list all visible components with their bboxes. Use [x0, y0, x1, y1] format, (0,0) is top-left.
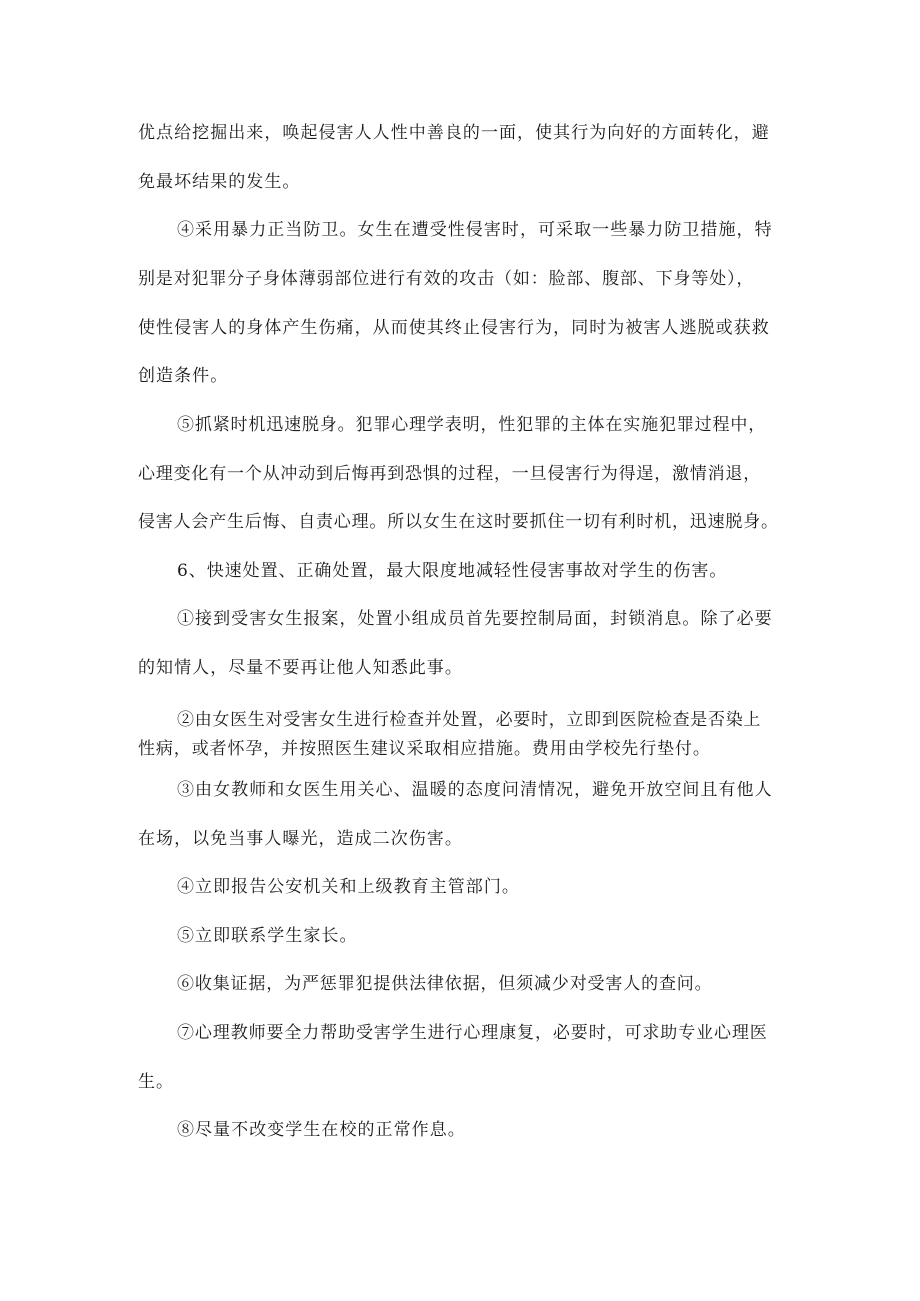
paragraph-line: 的知情人，尽量不要再让他人知悉此事。 [138, 658, 463, 678]
paragraph-line: ⑤抓紧时机迅速脱身。犯罪心理学表明，性犯罪的主体在实施犯罪过程中， [177, 415, 767, 435]
paragraph-line: 免最坏结果的发生。 [138, 172, 301, 192]
paragraph-line: 创造条件。 [138, 366, 229, 386]
paragraph-line: ⑧尽量不改变学生在校的正常作息。 [177, 1120, 466, 1140]
paragraph-line: 优点给挖掘出来，唤起侵害人人性中善良的一面，使其行为向好的方面转化，避 [138, 123, 770, 143]
paragraph-line: ⑦心理教师要全力帮助受害学生进行心理康复，必要时，可求助专业心理医 [177, 1023, 768, 1043]
paragraph-line: ⑥收集证据，为严惩罪犯提供法律依据，但须减少对受害人的查问。 [177, 974, 713, 994]
paragraph-line: 性病，或者怀孕，并按照医生建议采取相应措施。费用由学校先行垫付。 [138, 739, 711, 759]
section-heading: 6、快速处置、正确处置，最大限度地减轻性侵害事故对学生的伤害。 [177, 561, 728, 581]
paragraph-line: 侵害人会产生后悔、自责心理。所以女生在这时要抓住一切有利时机，迅速脱身。 [138, 512, 779, 532]
paragraph-line: 别是对犯罪分子身体薄弱部位进行有效的攻击（如：脸部、腹部、下身等处）， [138, 269, 755, 289]
paragraph-line: ②由女医生对受害女生进行检查并处置，必要时，立即到医院检查是否染上 [177, 710, 762, 730]
paragraph-line: ③由女教师和女医生用关心、温暖的态度问清情况，避免开放空间且有他人 [177, 780, 773, 800]
paragraph-line: ①接到受害女生报案，处置小组成员首先要控制局面，封锁消息。除了必要 [177, 609, 773, 629]
paragraph-line: ⑤立即联系学生家长。 [177, 926, 358, 946]
paragraph-line: 心理变化有一个从冲动到后悔再到恐惧的过程，一旦侵害行为得逞，激情消退， [138, 464, 761, 484]
paragraph-line: ④采用暴力正当防卫。女生在遭受性侵害时，可采取一些暴力防卫措施，特 [177, 220, 773, 240]
paragraph-line: 在场，以免当事人曝光，造成二次伤害。 [138, 829, 463, 849]
paragraph-line: 使性侵害人的身体产生伤痛，从而使其终止侵害行为，同时为被害人逃脱或获救 [138, 318, 770, 338]
paragraph-line: ④立即报告公安机关和上级教育主管部门。 [177, 877, 520, 897]
paragraph-line: 生。 [138, 1072, 175, 1092]
